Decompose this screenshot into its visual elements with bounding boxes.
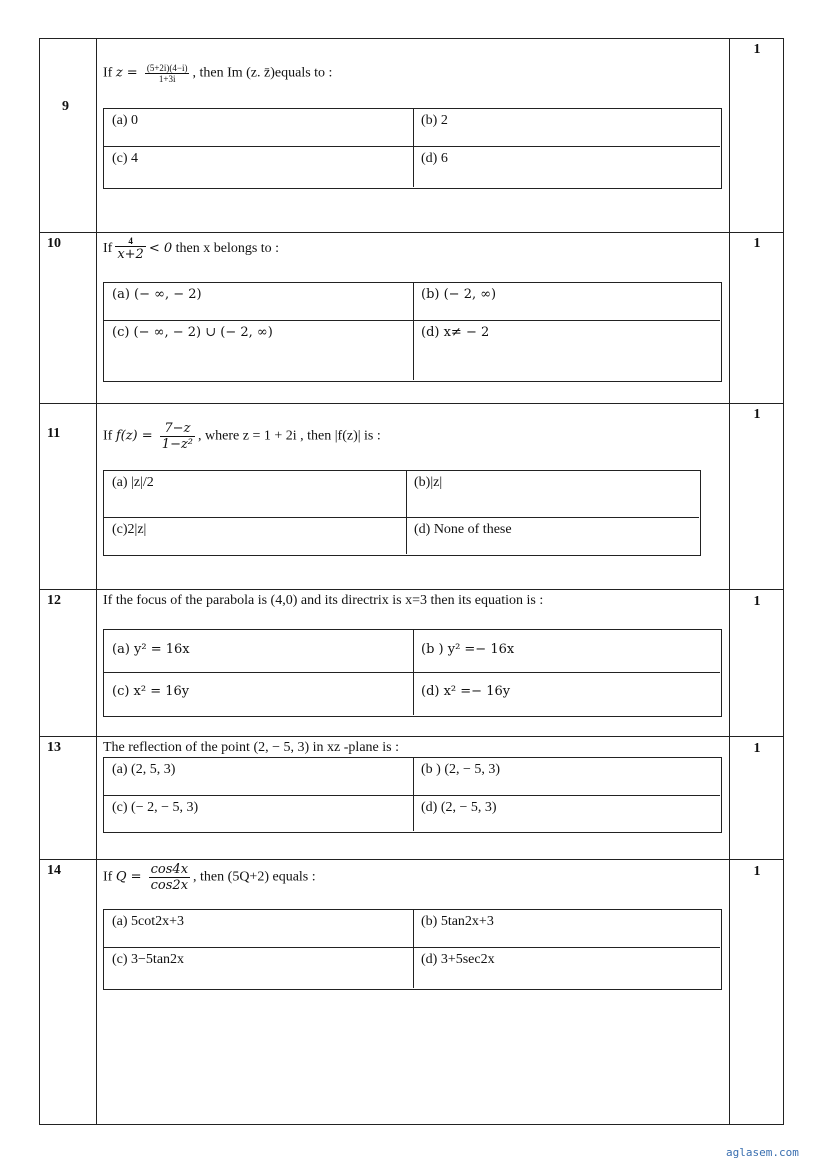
option-a[interactable]: (a) |z|/2 — [112, 475, 154, 490]
text: , then Im (z. z̄)equals to : — [192, 65, 333, 81]
question-number: 14 — [47, 863, 61, 878]
numerator: (5+2i)(4−i) — [146, 63, 188, 73]
option-a[interactable]: (a) (− ∞, − 2) — [112, 287, 202, 302]
options-table — [103, 629, 722, 717]
option-c[interactable]: (c) 4 — [112, 151, 139, 166]
fraction — [145, 63, 190, 84]
question-text — [103, 63, 332, 84]
numerator: 7−z — [160, 421, 195, 437]
options-table — [103, 282, 722, 382]
options-table — [103, 909, 722, 990]
divider — [39, 403, 784, 404]
denominator: x+2 — [117, 247, 144, 262]
question-marks: 1 — [753, 594, 761, 609]
fraction — [160, 421, 195, 452]
options-table — [103, 108, 722, 189]
option-c[interactable]: (c) x² = 16y — [112, 684, 190, 699]
option-a[interactable]: (a) (2, 5, 3) — [112, 762, 176, 777]
math: f(z) = — [115, 428, 157, 444]
option-d[interactable]: (d) 3+5sec2x — [421, 952, 495, 967]
option-c[interactable]: (c) (− 2, − 5, 3) — [112, 800, 199, 815]
text: If — [103, 869, 116, 885]
footer-watermark-link[interactable]: aglasem.com — [726, 1146, 799, 1159]
option-c[interactable]: (c) 3−5tan2x — [112, 952, 185, 967]
divider — [729, 38, 730, 1125]
question-marks: 1 — [753, 864, 761, 879]
divider — [39, 736, 784, 737]
divider — [39, 589, 784, 590]
text: then x belongs to : — [172, 241, 280, 257]
divider — [39, 38, 784, 39]
divider — [104, 947, 720, 948]
divider — [39, 38, 40, 1125]
numerator: cos4x — [150, 862, 189, 877]
denominator: 1+3i — [158, 74, 176, 84]
option-c[interactable]: (c)2|z| — [112, 522, 147, 537]
question-marks: 1 — [753, 236, 761, 251]
question-text: The reflection of the point (2, − 5, 3) in xz -plane is : — [103, 740, 399, 755]
option-d[interactable]: (d) None of these — [414, 522, 512, 537]
question-text — [103, 862, 316, 893]
option-a[interactable]: (a) 0 — [112, 113, 139, 128]
fraction — [115, 236, 146, 262]
text: If — [103, 241, 113, 257]
text: If — [103, 428, 116, 444]
option-d[interactable]: (d) x² =− 16y — [421, 684, 511, 699]
divider — [96, 38, 97, 1125]
denominator: cos2x — [150, 878, 189, 893]
math: Q = — [115, 869, 146, 885]
question-marks: 1 — [753, 407, 761, 422]
question-text — [103, 236, 279, 262]
question-text: If the focus of the parabola is (4,0) and its directrix is x=3 then its equation is : — [103, 593, 544, 608]
option-d[interactable]: (d) x≠ − 2 — [421, 325, 490, 340]
options-table — [103, 757, 722, 833]
question-marks: 1 — [753, 741, 761, 756]
option-a[interactable]: (a) y² = 16x — [112, 642, 190, 657]
question-number: 11 — [47, 426, 61, 441]
option-a[interactable]: (a) 5cot2x+3 — [112, 914, 185, 929]
question-number: 13 — [47, 740, 61, 755]
option-b[interactable]: (b ) y² =− 16x — [421, 642, 515, 657]
fraction — [149, 862, 190, 893]
options-table — [103, 470, 701, 556]
divider — [104, 672, 720, 673]
divider — [39, 232, 784, 233]
text: , where z = 1 + 2i , then |f(z)| is : — [198, 428, 381, 444]
math: z = — [115, 65, 142, 81]
option-b[interactable]: (b ) (2, − 5, 3) — [421, 762, 501, 777]
text: , then (5Q+2) equals : — [193, 869, 316, 885]
question-number: 12 — [47, 593, 61, 608]
question-number: 10 — [47, 236, 61, 251]
math: < 0 — [148, 241, 173, 257]
numerator: 4 — [115, 236, 146, 247]
option-d[interactable]: (d) 6 — [421, 151, 448, 166]
divider — [39, 1124, 784, 1125]
option-b[interactable]: (b)|z| — [414, 475, 443, 490]
option-c[interactable]: (c) (− ∞, − 2) ∪ (− 2, ∞) — [112, 325, 273, 340]
option-d[interactable]: (d) (2, − 5, 3) — [421, 800, 497, 815]
divider — [39, 859, 784, 860]
option-b[interactable]: (b) 5tan2x+3 — [421, 914, 494, 929]
text: If — [103, 65, 116, 81]
question-number: 9 — [62, 99, 69, 114]
question-marks: 1 — [753, 42, 761, 57]
divider — [104, 146, 720, 147]
denominator: 1−z² — [161, 437, 194, 452]
divider — [783, 38, 784, 1125]
divider — [104, 517, 699, 518]
option-b[interactable]: (b) (− 2, ∞) — [421, 287, 497, 302]
option-b[interactable]: (b) 2 — [421, 113, 448, 128]
question-text — [103, 421, 381, 452]
